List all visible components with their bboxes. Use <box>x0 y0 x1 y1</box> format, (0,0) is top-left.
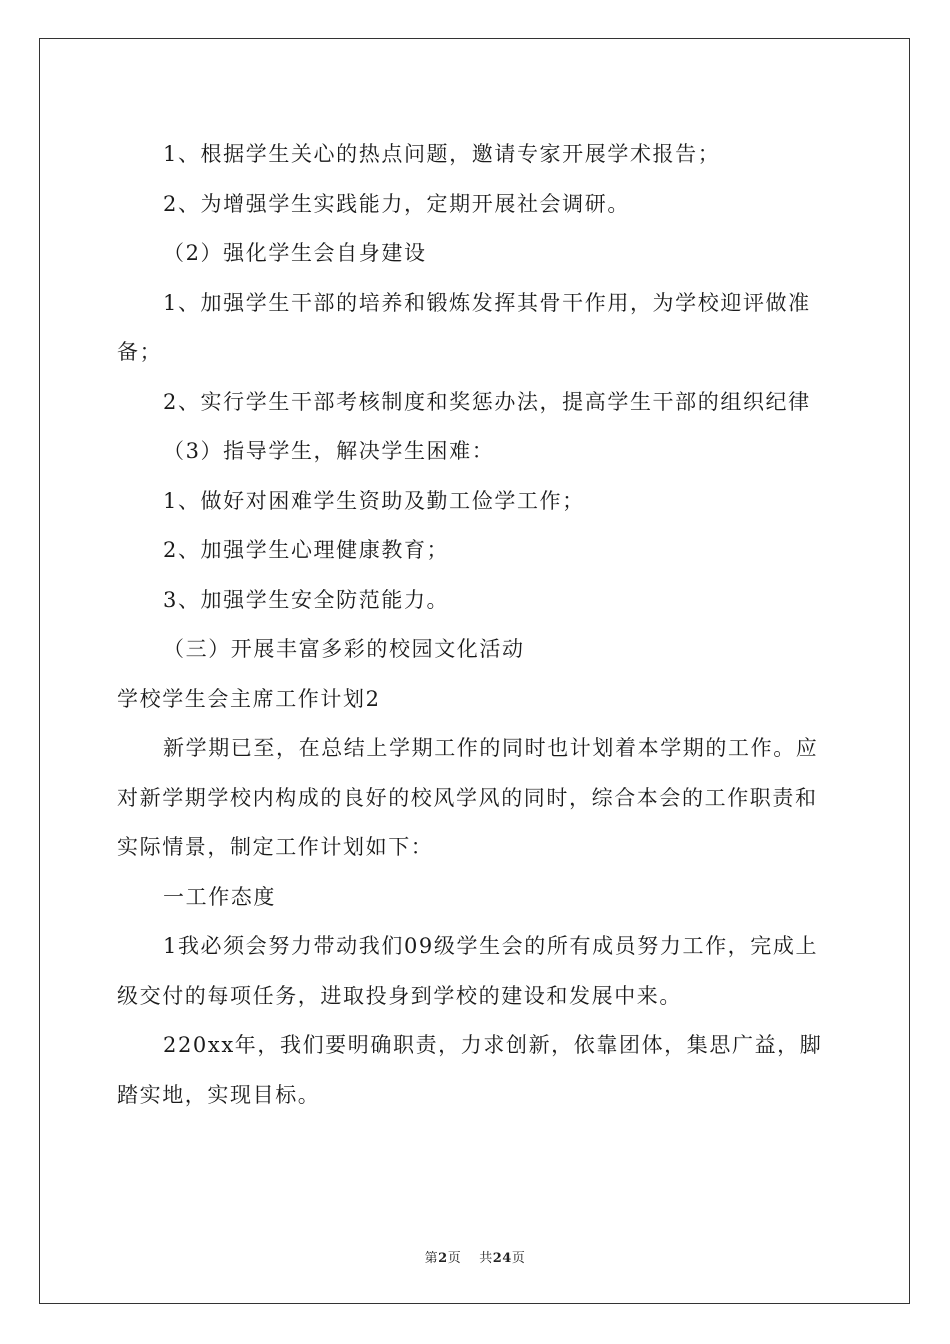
paragraph-5: 1、做好对困难学生资助及勤工俭学工作； <box>163 488 585 513</box>
paragraph-6: 2、加强学生心理健康教育； <box>163 538 450 562</box>
footer-prefix: 第 <box>424 1251 439 1266</box>
footer-page-number: 2 <box>438 1251 448 1266</box>
footer-page-suffix: 页 <box>447 1251 462 1266</box>
document-title: 学校学生会主席工作计划2 <box>117 686 381 711</box>
paragraph-9: 220xx年，我们要明确职责，力求创新，依靠团体，集思广益，脚踏实地，实现目标。 <box>117 1033 823 1107</box>
page-footer <box>0 1247 950 1266</box>
paragraph-8: 1我必须会努力带动我们09级学生会的所有成员努力工作，完成上级交付的每项任务，进取投身到学校的建设和发展中来。 <box>117 934 819 1008</box>
section-heading-three: （三）开展丰富多彩的校园文化活动 <box>163 637 525 661</box>
paragraph-intro: 新学期已至，在总结上学期工作的同时也计划着本学期的工作。应对新学期学校内构成的良好的校风学风的同时，综合本会的工作职责和实际情景，制定工作计划如下： <box>117 736 819 859</box>
section-heading-attitude: 一工作态度 <box>163 884 276 909</box>
footer-total-suffix: 页 <box>511 1251 526 1266</box>
section-heading-3: （3）指导学生，解决学生困难： <box>163 439 495 463</box>
paragraph-2: 2、为增强学生实践能力，定期开展社会调研。 <box>163 191 630 216</box>
footer-total-pages: 24 <box>492 1251 512 1266</box>
footer-total-prefix: 共 <box>479 1251 493 1266</box>
paragraph-7: 3、加强学生安全防范能力。 <box>163 587 450 612</box>
paragraph-1: 1、根据学生关心的热点问题，邀请专家开展学术报告； <box>163 142 721 166</box>
document-body <box>117 130 837 1120</box>
paragraph-3: 1、加强学生干部的培养和锻炼发挥其骨干作用，为学校迎评做准备； <box>117 290 811 364</box>
section-heading-2: （2）强化学生会自身建设 <box>163 241 427 265</box>
paragraph-4: 2、实行学生干部考核制度和奖惩办法，提高学生干部的组织纪律 <box>163 389 811 414</box>
